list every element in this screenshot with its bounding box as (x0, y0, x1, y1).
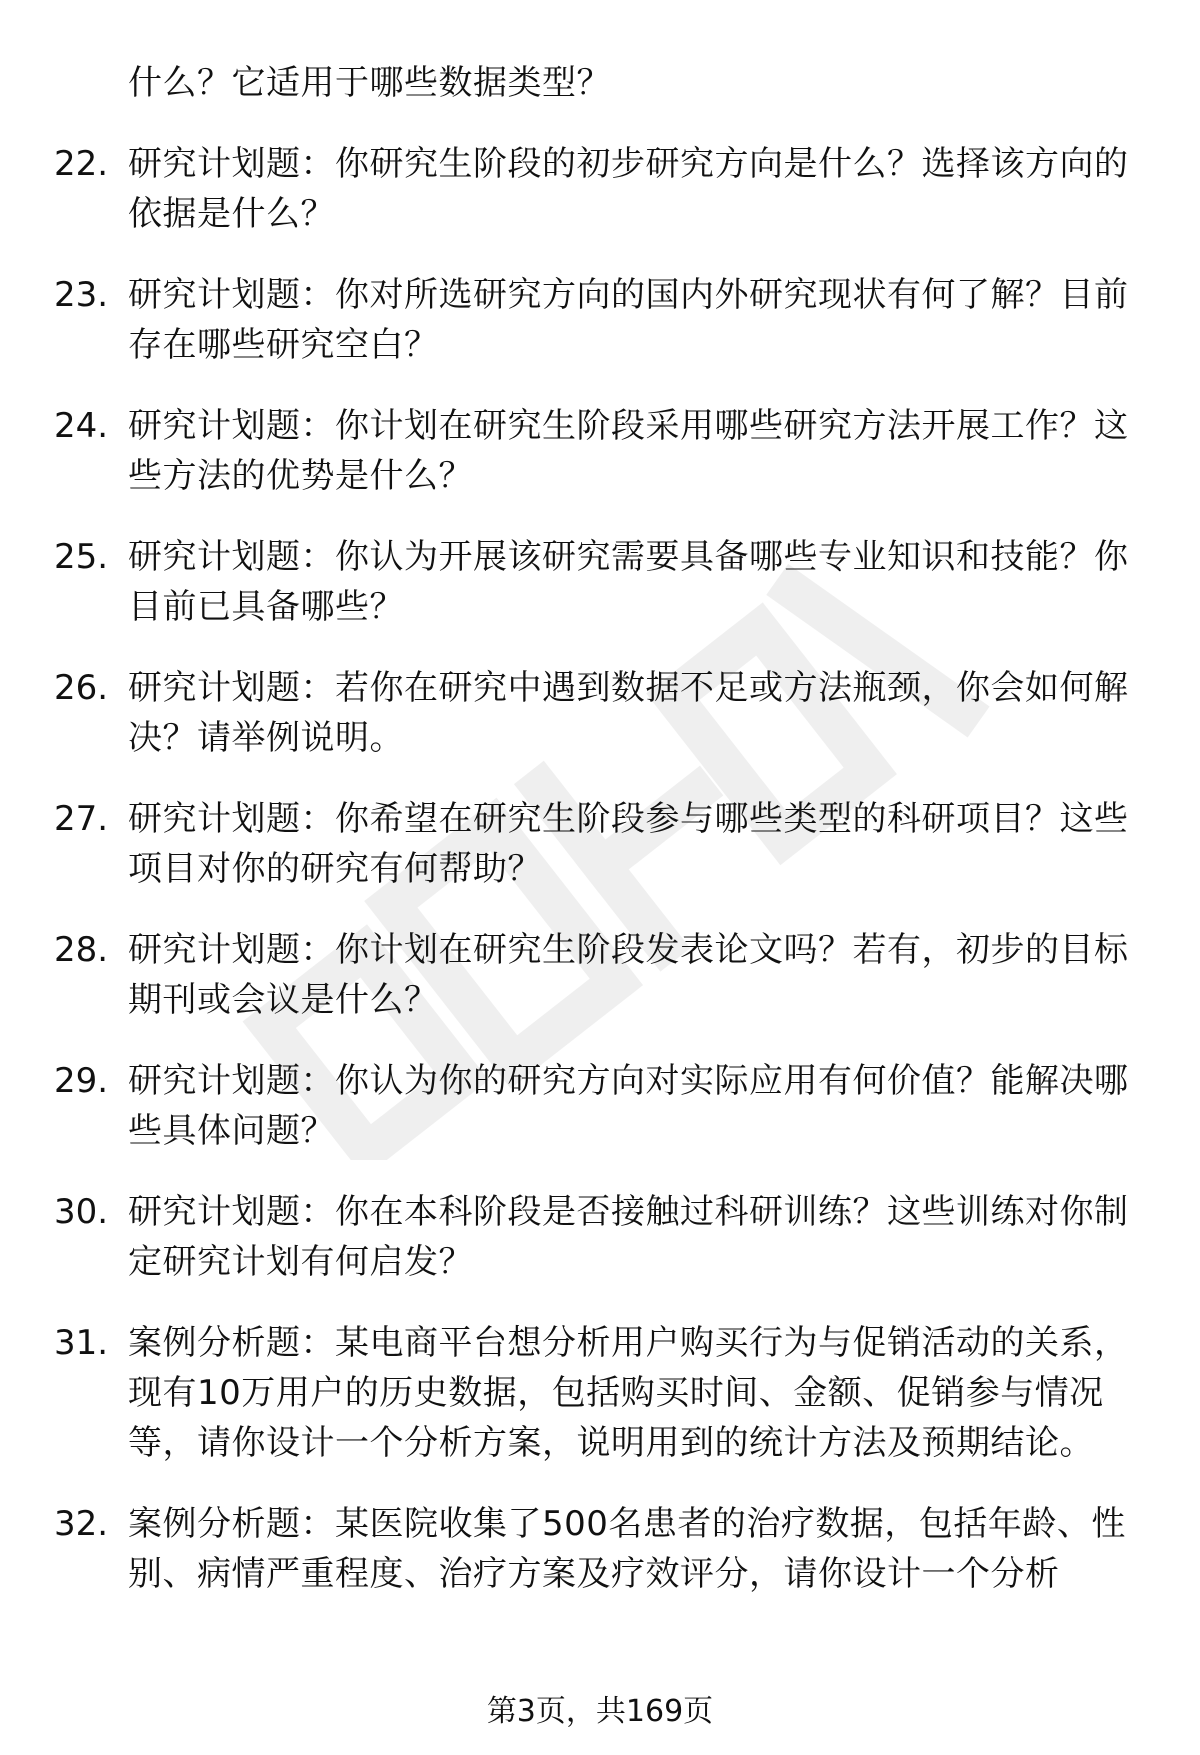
question-number: 26. (54, 668, 109, 708)
question-item (0, 1499, 1200, 1599)
question-text: 案例分析题：某医院收集了500名患者的治疗数据，包括年龄、性别、病情严重程度、治疗方案及疗效评分，请你设计一个分析 (128, 1504, 1126, 1594)
question-item (0, 139, 1200, 239)
question-item (0, 532, 1200, 632)
question-number: 30. (54, 1192, 109, 1232)
question-item (0, 925, 1200, 1025)
question-text: 研究计划题：你计划在研究生阶段发表论文吗？若有，初步的目标期刊或会议是什么？ (128, 930, 1129, 1020)
continuation-text: 什么？它适用于哪些数据类型？ (128, 63, 611, 103)
question-item (0, 663, 1200, 763)
question-number: 25. (54, 537, 109, 577)
question-number: 29. (54, 1061, 109, 1101)
question-list (0, 58, 1200, 1630)
question-text: 研究计划题：你认为开展该研究需要具备哪些专业知识和技能？你目前已具备哪些？ (128, 537, 1129, 627)
page-footer: 第3页，共169页 (486, 1694, 714, 1729)
question-number: 22. (54, 144, 109, 184)
question-text: 研究计划题：若你在研究中遇到数据不足或方法瓶颈，你会如何解决？请举例说明。 (128, 668, 1129, 758)
question-text: 研究计划题：你认为你的研究方向对实际应用有何价值？能解决哪些具体问题？ (128, 1061, 1129, 1151)
question-item (0, 1187, 1200, 1287)
question-item (0, 1056, 1200, 1156)
question-number: 31. (54, 1323, 109, 1363)
question-number: 23. (54, 275, 109, 315)
question-number: 32. (54, 1504, 109, 1544)
question-number: 27. (54, 799, 109, 839)
question-text: 研究计划题：你研究生阶段的初步研究方向是什么？选择该方向的依据是什么？ (128, 144, 1129, 234)
question-item (0, 401, 1200, 501)
question-number: 24. (54, 406, 109, 446)
question-item (0, 270, 1200, 370)
question-number: 28. (54, 930, 109, 970)
question-item (0, 1318, 1200, 1468)
question-text: 研究计划题：你计划在研究生阶段采用哪些研究方法开展工作？这些方法的优势是什么？ (128, 406, 1129, 496)
question-text: 研究计划题：你在本科阶段是否接触过科研训练？这些训练对你制定研究计划有何启发？ (128, 1192, 1129, 1282)
question-item (0, 794, 1200, 894)
question-text: 研究计划题：你希望在研究生阶段参与哪些类型的科研项目？这些项目对你的研究有何帮助？ (128, 799, 1129, 889)
question-text: 案例分析题：某电商平台想分析用户购买行为与促销活动的关系，现有10万用户的历史数据，包括购买时间、金额、促销参与情况等，请你设计一个分析方案，说明用到的统计方法及预期结论。 (128, 1323, 1129, 1463)
question-text: 研究计划题：你对所选研究方向的国内外研究现状有何了解？目前存在哪些研究空白？ (128, 275, 1129, 365)
